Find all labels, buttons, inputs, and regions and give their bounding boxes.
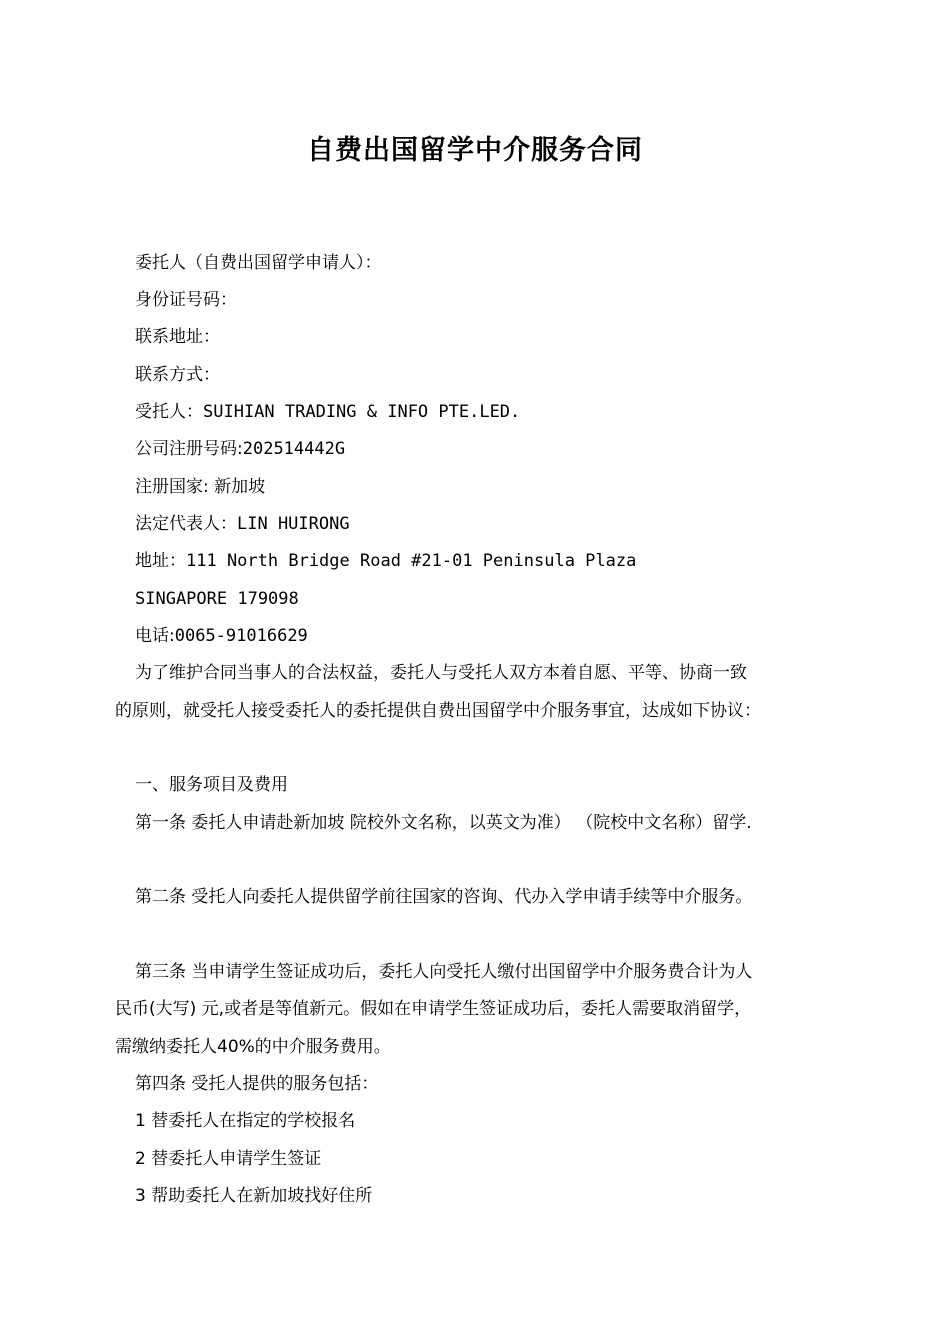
reg-country-label: 注册国家: <box>135 477 215 497</box>
address-label: 地址： <box>135 551 186 571</box>
service-item: 3 帮助委托人在新加坡找好住所 <box>135 1186 373 1206</box>
agent-line <box>135 400 520 424</box>
company-reg-label: 公司注册号码: <box>135 439 243 459</box>
phone-line <box>135 624 308 648</box>
company-reg-number: 202514442G <box>242 439 346 459</box>
article3-line1: 第三条 当申请学生签证成功后，委托人向受托人缴付出国留学中介服务费合计为人 <box>135 962 753 982</box>
legal-rep-name: LIN HUIRONG <box>237 514 350 534</box>
address-line <box>135 549 636 573</box>
article3-line2: 民币(大写) 元,或者是等值新元。假如在申请学生签证成功后，委托人需要取消留学， <box>115 999 752 1019</box>
phone-label: 电话: <box>135 626 175 646</box>
phone-number: 0065-91016629 <box>174 626 308 646</box>
preamble-line2: 的原则，就受托人接受委托人的委托提供自费出国留学中介服务事宜，达成如下协议： <box>115 701 761 721</box>
preamble-line1: 为了维护合同当事人的合法权益，委托人与受托人双方本着自愿、平等、协商一致 <box>135 663 747 683</box>
article1: 第一条 委托人申请赴新加坡 院校外文名称，以英文为准） （院校中文名称）留学. <box>135 813 752 833</box>
address-line1: 111 North Bridge Road #21-01 Peninsula Plaza <box>186 551 637 571</box>
article4: 第四条 受托人提供的服务包括： <box>135 1074 379 1094</box>
reg-country-line <box>135 475 265 499</box>
company-reg-line <box>135 437 345 461</box>
id-number-label: 身份证号码： <box>135 290 237 310</box>
service-item: 2 替委托人申请学生签证 <box>135 1149 322 1169</box>
client-label: 委托人（自费出国留学申请人）： <box>135 253 382 273</box>
contact-method-label: 联系方式： <box>135 365 220 385</box>
reg-country: 新加坡 <box>214 477 266 497</box>
contact-address-label: 联系地址： <box>135 327 220 347</box>
address-line2: SINGAPORE 179098 <box>135 589 299 609</box>
legal-rep-line <box>135 512 350 536</box>
article2: 第二条 受托人向委托人提供留学前往国家的咨询、代办入学申请手续等中介服务。 <box>135 887 753 907</box>
article3-line3: 需缴纳委托人40%的中介服务费用。 <box>115 1037 391 1057</box>
agent-name: SUIHIAN TRADING & INFO PTE.LED. <box>203 402 521 422</box>
agent-label: 受托人： <box>135 402 203 422</box>
legal-rep-label: 法定代表人： <box>135 514 237 534</box>
service-item: 1 替委托人在指定的学校报名 <box>135 1111 356 1131</box>
document-title: 自费出国留学中介服务合同 <box>307 135 643 166</box>
section1-heading: 一、服务项目及费用 <box>135 775 288 795</box>
